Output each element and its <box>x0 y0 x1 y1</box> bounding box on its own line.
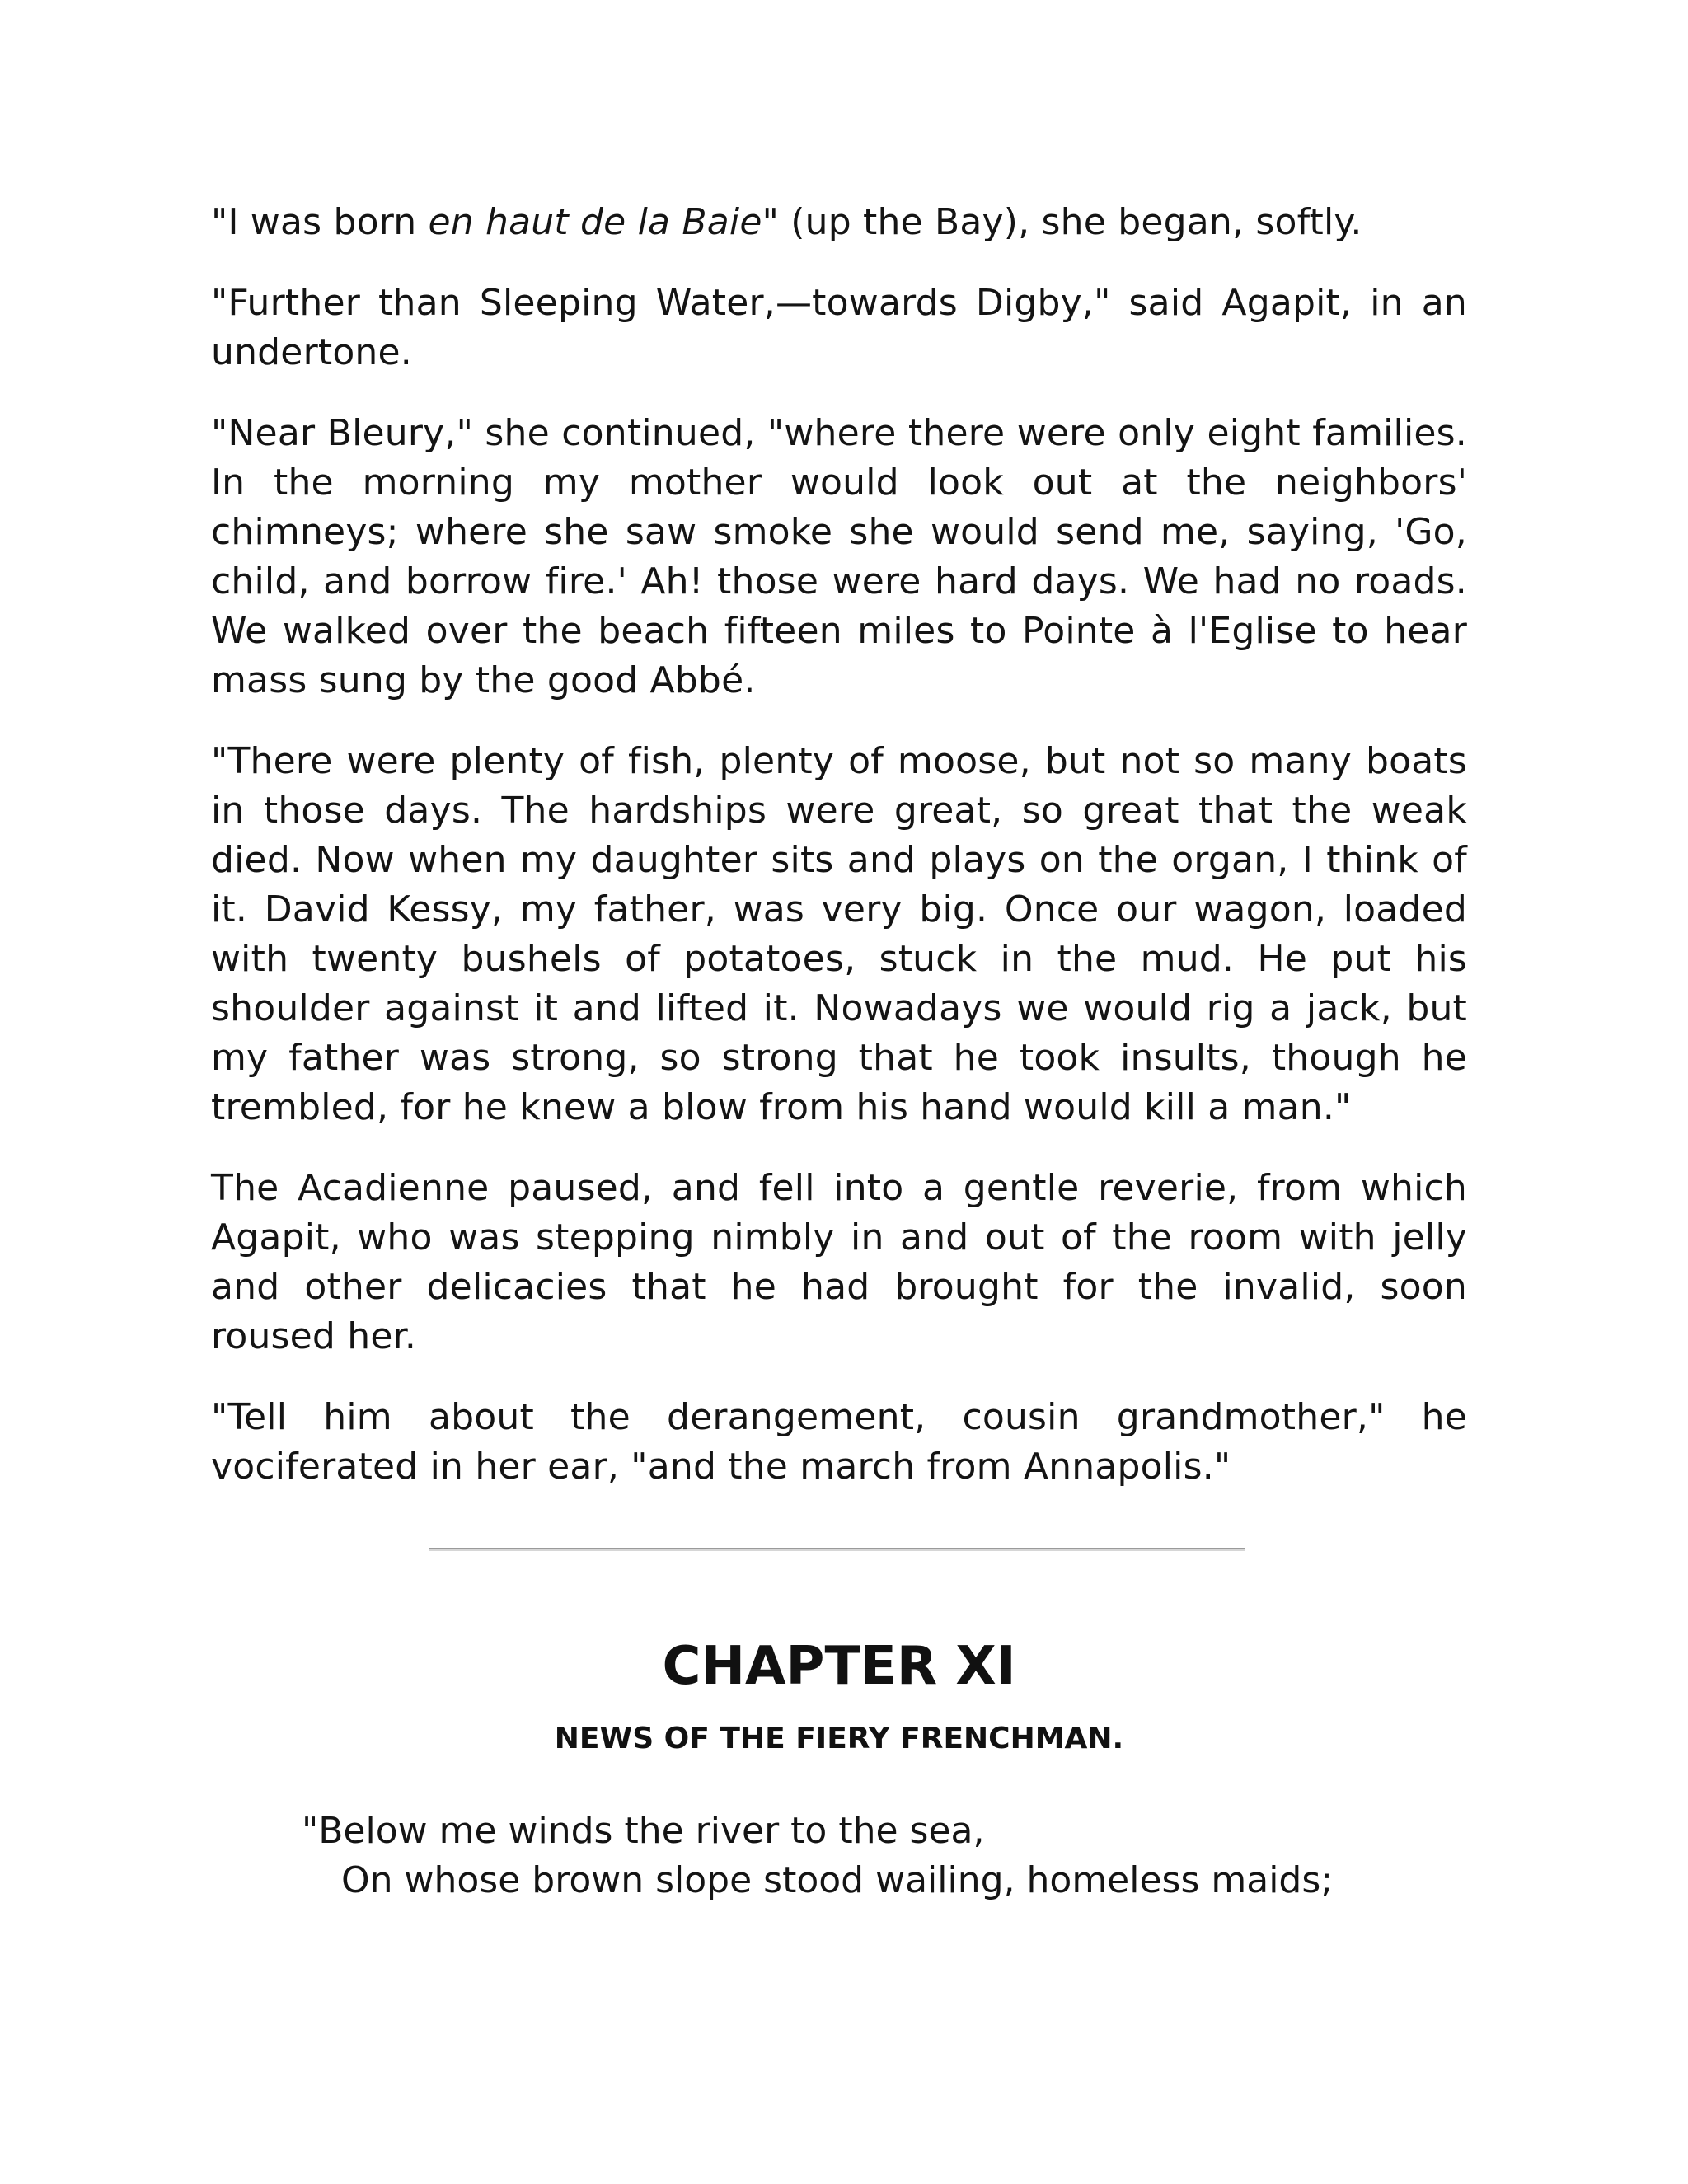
poem-line-2: On whose brown slope stood wailing, homeless maids; <box>341 1859 1334 1901</box>
paragraph-6: "Tell him about the derangement, cousin grandmother," he vociferated in her ear, "and the march from Annapolis." <box>211 1396 1467 1488</box>
book-page <box>211 198 1467 1905</box>
paragraph-2: "Further than Sleeping Water,—towards Digby," said Agapit, in an undertone. <box>211 282 1467 373</box>
paragraph-1-end: " (up the Bay), she began, softly. <box>762 201 1362 243</box>
poem-line-1: "Below me winds the river to the sea, <box>302 1810 985 1852</box>
paragraph-4: "There were plenty of fish, plenty of moose, but not so many boats in those days. The hardships were great, so great that the weak died. Now when my daughter sits and plays on the organ, I think of it. David Kessy, my father, was very big. Once our wagon, loaded with twenty bushels of potatoes, stuck in the mud. He put his shoulder against it and lifted it. Nowadays we would rig a jack, but my father was strong, so strong that he took insults, though he trembled, for he knew a blow from his hand would kill a man." <box>211 740 1467 1128</box>
paragraph-5: The Acadienne paused, and fell into a gentle reverie, from which Agapit, who was stepping nimbly in and out of the room with jelly and other delicacies that he had brought for the invalid, soon roused her. <box>211 1167 1467 1357</box>
chapter-divider-rule <box>429 1548 1245 1551</box>
chapter-title: CHAPTER XI <box>662 1636 1016 1697</box>
paragraph-1-italic-phrase: en haut de la Baie <box>428 201 762 243</box>
epigraph-poem <box>302 1807 1467 1905</box>
paragraph-1-start: "I was born <box>211 201 429 243</box>
chapter-subtitle: NEWS OF THE FIERY FRENCHMAN. <box>554 1722 1124 1755</box>
paragraph-3: "Near Bleury," she continued, "where there were only eight families. In the morning my mother would look out at the neighbors' chimneys; where she saw smoke she would send me, saying, 'Go, child, and borrow fire.' Ah! those were hard days. We had no roads. We walked over the beach fifteen miles to Pointe à l'Eglise to hear mass sung by the good Abbé. <box>211 412 1467 701</box>
paragraph-1 <box>211 198 1467 247</box>
